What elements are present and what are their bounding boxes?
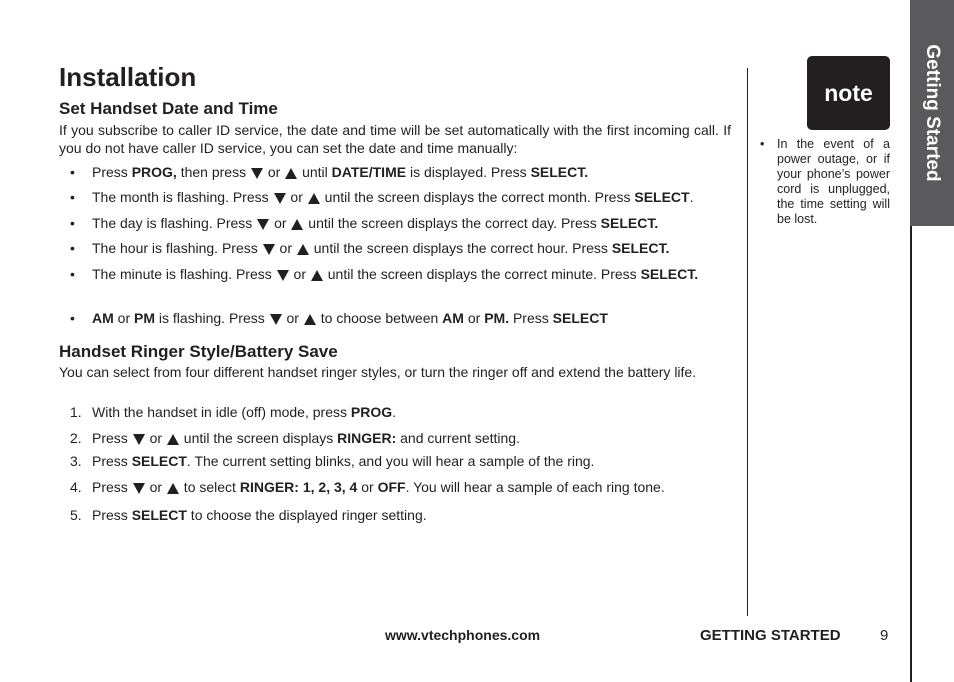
column-divider <box>747 68 748 616</box>
list-item: 3. Press SELECT. The current setting blinks, and you will hear a sample of the ring. <box>70 453 595 469</box>
up-arrow-icon <box>291 219 303 230</box>
step-number: 4. <box>70 479 82 495</box>
bullet: • <box>70 215 75 231</box>
up-arrow-icon <box>297 244 309 255</box>
down-arrow-icon <box>270 314 282 325</box>
page-title: Installation <box>59 62 197 92</box>
down-arrow-icon <box>133 483 145 494</box>
section-heading-ringer: Handset Ringer Style/Battery Save <box>59 342 338 361</box>
bullet: • <box>70 189 75 205</box>
footer-section-name: GETTING STARTED <box>700 627 841 644</box>
up-arrow-icon <box>285 168 297 179</box>
list-item: • Press PROG, then press or until DATE/TIME is displayed. Press SELECT. <box>70 164 589 180</box>
list-item: • The minute is flashing. Press or until the screen displays the correct minute. Press SELECT. <box>70 266 699 282</box>
down-arrow-icon <box>263 244 275 255</box>
list-item: • The day is flashing. Press or until the screen displays the correct day. Press SELECT. <box>70 215 659 231</box>
page-number: 9 <box>880 627 889 644</box>
step-number: 1. <box>70 404 82 420</box>
bullet: • <box>760 137 765 151</box>
note-text <box>760 137 890 227</box>
list-item: 4. Press or to select RINGER: 1, 2, 3, 4 or OFF. You will hear a sample of each ring tone. <box>70 479 665 495</box>
side-tab-label: Getting Started <box>922 44 943 182</box>
note-body: In the event of a power outage, or if your phone’s power cord is unplugged, the time setting will be lost. <box>777 137 890 226</box>
section-intro-date-time: If you subscribe to caller ID service, the date and time will be set automatically with the first incoming call. If you do not have caller ID service, you can set the date and time manually: <box>59 122 731 156</box>
step-number: 5. <box>70 507 82 523</box>
down-arrow-icon <box>251 168 263 179</box>
up-arrow-icon <box>167 483 179 494</box>
up-arrow-icon <box>311 270 323 281</box>
step-number: 3. <box>70 453 82 469</box>
list-item: 1. With the handset in idle (off) mode, press PROG. <box>70 404 396 420</box>
side-rule <box>910 226 912 682</box>
list-item: • AM or PM is flashing. Press or to choose between AM or PM. Press SELECT <box>70 310 608 326</box>
bullet: • <box>70 310 75 326</box>
list-item: • The hour is flashing. Press or until the screen displays the correct hour. Press SELECT. <box>70 240 670 256</box>
up-arrow-icon <box>308 193 320 204</box>
list-item: 2. Press or until the screen displays RINGER: and current setting. <box>70 430 520 446</box>
section-intro-ringer: You can select from four different handset ringer styles, or turn the ringer off and extend the battery life. <box>59 364 697 380</box>
bullet: • <box>70 164 75 180</box>
down-arrow-icon <box>274 193 286 204</box>
list-item: 5. Press SELECT to choose the displayed ringer setting. <box>70 507 427 523</box>
down-arrow-icon <box>277 270 289 281</box>
note-badge: note <box>807 56 890 130</box>
step-number: 2. <box>70 430 82 446</box>
down-arrow-icon <box>257 219 269 230</box>
section-heading-date-time: Set Handset Date and Time <box>59 99 278 118</box>
footer-url: www.vtechphones.com <box>385 627 541 643</box>
up-arrow-icon <box>304 314 316 325</box>
bullet: • <box>70 266 75 282</box>
section-side-tab <box>910 0 954 226</box>
up-arrow-icon <box>167 434 179 445</box>
bullet: • <box>70 240 75 256</box>
list-item: • The month is flashing. Press or until the screen displays the correct month. Press SELECT. <box>70 189 694 205</box>
down-arrow-icon <box>133 434 145 445</box>
